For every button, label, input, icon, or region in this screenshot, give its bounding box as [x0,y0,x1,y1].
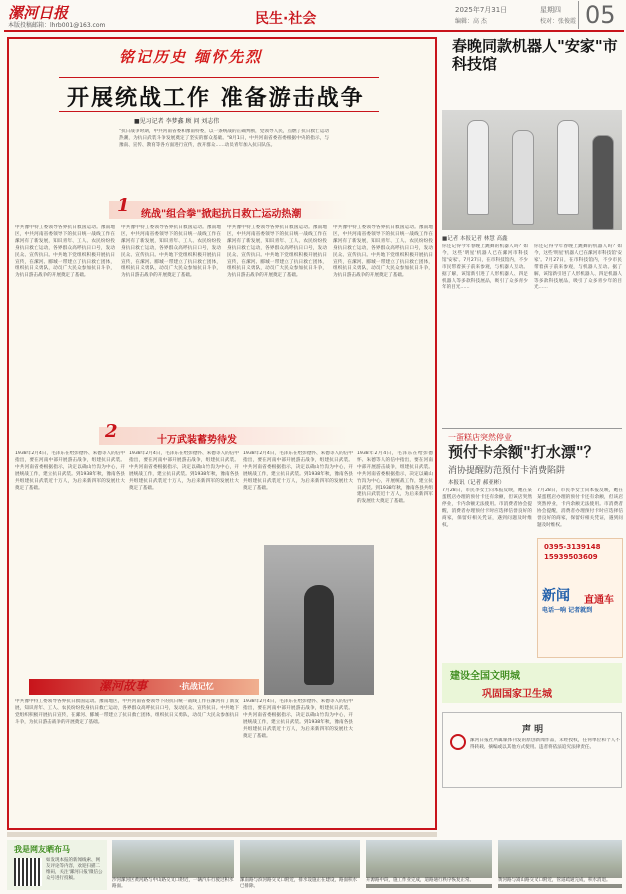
robot-byline: ■记者 本报记者 林慧 高鑫 [442,236,508,242]
prepaid-body-col2: 7月28日，市民李女士向本报反映，她在某蛋糕店办理的预付卡还有余额，但该店突然停业，卡内余额无法使用。市消费者协会提醒，消费者办理预付卡时应选择信誉良好的商家，保留好相关凭证，遇到问题及时维权。 [537,488,623,528]
body2-col2: 1938年2月4日，毛泽东在给彭德怀、朱德等人的信中指出，要在河南中部开展游击战争，组建抗日武装。中共河南省委根据指示，决定以确山竹沟为中心，开展统战工作，建立抗日武装。到1938年秋，豫南各县共组建抗日武装近十万人，为后来新四军的发展壮大奠定了基础。 [129,451,239,491]
civilization-line2: 巩固国家卫生城 [482,689,552,700]
app-promo-title: 我是网友晒布马 [14,845,70,854]
feature-bottom-strip [7,832,437,837]
newspaper-seal-icon [450,734,466,750]
prepaid-kicker: 一蛋糕店突然停业 [448,433,512,442]
app-promo-text: 如发现本报的新闻线索、网友评论等内容，欢迎扫描二维码，关注'漯河日报'微信公众号进行投稿。 [46,858,103,881]
feature-byline: ■见习记者 李梦鑫 顾 问 刘志伟 [134,118,220,125]
street-photo-2-caption: 漯南路与滨河路交叉口附近，排水设施正在建设，路面积水已排除。 [240,878,360,890]
robot-figure [467,120,489,215]
body2-col4: 1938年2月4日，毛泽东在给彭德怀、朱德等人的信中指出，要在河南中部开展游击战争，组建抗日武装。中共河南省委根据指示，决定以确山竹沟为中心，开展统战工作，建立抗日武装。到1938年秋，豫南各县共组建抗日武装近十万人，为后来新四军的发展壮大奠定了基础。 [357,451,433,505]
issue-date: 2025年7月31日 [455,6,508,14]
declaration-title: 声 明 [522,725,544,735]
child-figure [592,135,614,230]
feature-kicker: 铭记历史 缅怀先烈 [119,48,263,66]
prepaid-subtitle: 消协提醒防范预付卡消费陷阱 [448,466,566,476]
declaration-text: 漯河日报社所属媒体刊发的原创新闻作品，未经授权，任何单位和个人不得转载、摘编或以其他方式使用。违者将依法追究法律责任。 [470,738,620,750]
feature-headline: 开展统战工作 准备游击战争 [67,85,365,111]
intro-paragraph: "抗日战争时期，中共河南省委和豫南特委，以一条统战的正确判断，党领导人民，点燃了抗日救亡运动热潮，为抗日武装斗争发展奠定了坚实的群众基础。"8月1日，中共河南省委省委根据中央的指示，与豫南、宣传、教育等各方面进行宣传，放开群众……动员青年加入抗日队伍。 [119,129,329,148]
robot-body-col1: 你还记得今年春晚上跳舞的机器人吗？如今，这些'明星'机器人已在漯河市科技馆'安家'。7月27日，在市科技馆内，不少市民带着孩子前来参观，与机器人互动。据了解，该馆新引进了人形机器人、四足机器人等多款科技展品，吸引了众多青少年的目光…… [442,244,528,291]
qr-code-icon[interactable] [14,858,42,886]
news-hotline-box [537,538,623,658]
civilization-line1: 建设全国文明城 [450,671,520,682]
feature-article [7,37,437,830]
body2-col3: 1938年2月4日，毛泽东在给彭德怀、朱德等人的信中指出，要在河南中部开展游击战争，组建抗日武装。中共河南省委根据指示，决定以确山竹沟为中心，开展统战工作，建立抗日武装。到1938年秋，豫南各县共组建抗日武装近十万人，为后来新四军的发展壮大奠定了基础。 [243,451,353,491]
prepaid-byline: 本报讯（记者 郝亚彬） [448,480,505,486]
robot-body-col2: 你还记得今年春晚上跳舞的机器人吗？如今，这些'明星'机器人已在漯河市科技馆'安家'。7月27日，在市科技馆内，不少市民带着孩子前来参观，与机器人互动。据了解，该馆新引进了人形机器人、四足机器人等多款科技展品，吸引了众多青少年的目光…… [534,244,622,291]
robot-figure [512,130,534,225]
section2-title: 十万武装蓄势待发 [157,435,237,446]
hotline-slogan: 电话一响 记者就到 [542,607,593,614]
section-title: 民生·社会 [255,11,317,27]
robot-article-headline: 春晚同款机器人"安家"市科技馆 [452,37,618,73]
weekday: 星期四 [540,6,561,14]
body-col2: 中共豫中特工委领导各界抗日救国运动。豫南地区，中共河南省委领导下的抗日统一战线工作在漯河有了新发展，知识青年、工人、农民纷纷投身抗日救亡运动，各界群众高呼抗日口号，发动民众、宣传抗日。中共地下党组织积极开展抗日宣传，在漯河、郾城一带建立了抗日救亡团体，组织抗日义勇队，动员广大民众参加抗日斗争，为抗日游击战争的开展奠定了基础。 [121,225,221,279]
body2-col3b: 1938年2月4日，毛泽东在给彭德怀、朱德等人的信中指出，要在河南中部开展游击战争，组建抗日武装。中共河南省委根据指示，决定以确山竹沟为中心，开展统战工作，建立抗日武装。到1938年秋，豫南各县共组建抗日武装近十万人，为后来新四军的发展壮大奠定了基础。 [243,699,353,739]
soldier-figure [304,585,334,685]
robot-figure [557,120,579,215]
story-subtitle: ·抗战记忆 [179,681,214,691]
prepaid-headline: 预付卡余额"打水漂"？ [448,443,599,461]
section2-number: 2 [105,421,118,442]
hotline-phone-2[interactable]: 15939503609 [544,553,598,561]
proofreader-credit: 校对：张俊霞 [540,18,577,25]
street-photo-1-caption-visible: 沙河漯河区黄河路与中山路交叉口附近，一辆汽车行驶过积水路面。 [112,878,234,889]
prepaid-body-col1: 7月28日，市民李女士向本报反映，她在某蛋糕店办理的预付卡还有余额，但该店突然停业，卡内余额无法使用。市消费者协会提醒，消费者办理预付卡时应选择信誉良好的商家，保留好相关凭证，遇到问题及时维权。 [442,488,532,528]
headline-rule [59,77,379,78]
hotline-logo-suffix: 直通车 [584,595,614,606]
body-col4: 中共豫中特工委领导各界抗日救国运动。豫南地区，中共河南省委领导下的抗日统一战线工作在漯河有了新发展，知识青年、工人、农民纷纷投身抗日救亡运动，各界群众高呼抗日口号，发动民众、宣传抗日。中共地下党组织积极开展抗日宣传，在漯河、郾城一带建立了抗日救亡团体，组织抗日义勇队，动员广大民众参加抗日斗争，为抗日游击战争的开展奠定了基础。 [333,225,433,279]
section1-title: 统战"组合拳"掀起抗日救亡运动热潮 [141,209,302,220]
headline-rule-bottom [59,111,379,112]
divider [442,428,622,429]
story-title: 漯河故事 [99,679,148,693]
civilization-banner [442,663,622,703]
newspaper-logo: 漯河日报 [8,4,69,22]
street-photo-3-caption: 开源路中段，施工作业完成，道路通行秩序恢复正常。 [366,878,492,884]
historical-photo [264,545,374,695]
body-col1: 中共豫中特工委领导各界抗日救国运动。豫南地区，中共河南省委领导下的抗日统一战线工作在漯河有了新发展，知识青年、工人、农民纷纷投身抗日救亡运动，各界群众高呼抗日口号，发动民众、宣传抗日。中共地下党组织积极开展抗日宣传，在漯河、郾城一带建立了抗日救亡团体，组织抗日义勇队，动员广大民众参加抗日斗争，为抗日游击战争的开展奠定了基础。 [15,225,115,279]
body2-col1: 1938年2月4日，毛泽东在给彭德怀、朱德等人的信中指出，要在河南中部开展游击战争，组建抗日武装。中共河南省委根据指示，决定以确山竹沟为中心，开展统战工作，建立抗日武装。到1938年秋，豫南各县共组建抗日武装近十万人，为后来新四军的发展壮大奠定了基础。 [15,451,125,491]
editor-credit: 编辑：高 杰 [455,18,487,25]
hotline-phone-1[interactable]: 0395-3139148 [544,543,601,551]
body-col3: 中共豫中特工委领导各界抗日救国运动。豫南地区，中共河南省委领导下的抗日统一战线工作在漯河有了新发展，知识青年、工人、农民纷纷投身抗日救亡运动，各界群众高呼抗日口号，发动民众、宣传抗日。中共地下党组织积极开展抗日宣传，在漯河、郾城一带建立了抗日救亡团体，组织抗日义勇队，动员广大民众参加抗日斗争，为抗日游击战争的开展奠定了基础。 [227,225,327,279]
page-number: 05 [578,1,616,29]
street-photo-4-caption: 黄河路与嵩山路交叉口附近，管道疏通完成，积水消退。 [498,878,622,884]
story-body: 中共豫中特工委领导各界抗日救国运动。豫南地区，中共河南省委领导下的抗日统一战线工作在漯河有了新发展，知识青年、工人、农民纷纷投身抗日救亡运动，各界群众高呼抗日口号，发动民众、宣传抗日。中共地下党组织积极开展抗日宣传，在漯河、郾城一带建立了抗日救亡团体，组织抗日义勇队，动员广大民众参加抗日斗争，为抗日游击战争的开展奠定了基础。 [15,699,239,725]
contact-email: 本版投稿邮箱：lhrb001@163.com [8,22,106,29]
robot-photo [442,110,622,230]
section1-number: 1 [117,195,130,216]
hotline-logo: 新闻 [542,588,570,604]
